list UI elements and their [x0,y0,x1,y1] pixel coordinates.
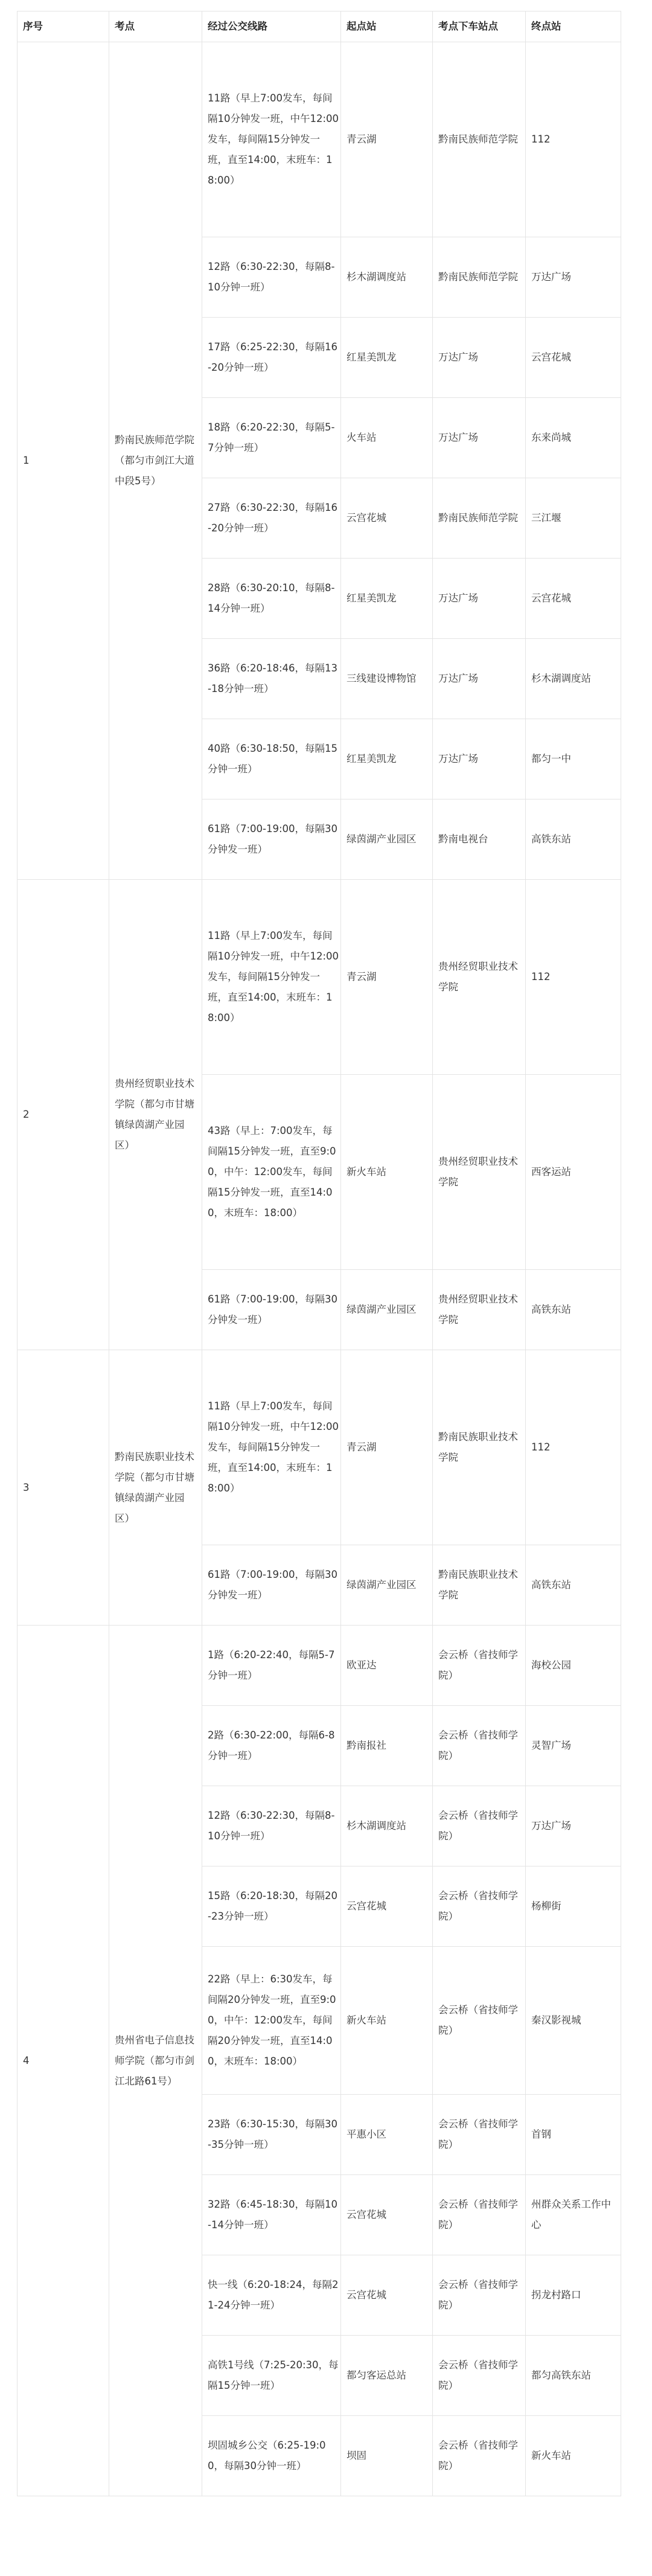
origin-stop-cell: 云宫花城 [341,2175,433,2255]
origin-stop-cell: 青云湖 [341,42,433,237]
group-index-cell: 2 [18,880,109,1350]
group-index-cell: 3 [18,1350,109,1626]
terminal-stop-cell: 高铁东站 [526,1270,621,1350]
alight-stop-cell: 会云桥（省技师学院） [433,2416,526,2496]
header-origin: 起点站 [341,11,433,42]
origin-stop-cell: 新火车站 [341,1947,433,2095]
terminal-stop-cell: 都匀一中 [526,719,621,799]
alight-stop-cell: 万达广场 [433,559,526,639]
terminal-stop-cell: 万达广场 [526,1786,621,1866]
route-cell: 11路（早上7:00发车，每间隔10分钟发一班，中午12:00发车，每间隔15分钟发一班，直至14:00，末班车：18:00） [202,1350,341,1545]
route-cell: 43路（早上：7:00发车，每间隔15分钟发一班，直至9:00，中午：12:00发车，每间隔15分钟发一班，直至14:00，末班车：18:00） [202,1075,341,1270]
route-cell: 2路（6:30-22:00，每隔6-8分钟一班） [202,1706,341,1786]
origin-stop-cell: 杉木湖调度站 [341,237,433,318]
alight-stop-cell: 万达广场 [433,398,526,478]
route-cell: 40路（6:30-18:50，每隔15分钟一班） [202,719,341,799]
terminal-stop-cell: 云宫花城 [526,559,621,639]
route-cell: 61路（7:00-19:00，每隔30分钟发一班） [202,1270,341,1350]
terminal-stop-cell: 高铁东站 [526,1545,621,1626]
route-cell: 61路（7:00-19:00，每隔30分钟发一班） [202,799,341,880]
terminal-stop-cell: 新火车站 [526,2416,621,2496]
terminal-stop-cell: 杉木湖调度站 [526,639,621,719]
bus-route-table [17,11,621,2496]
alight-stop-cell: 会云桥（省技师学院） [433,2336,526,2416]
route-cell: 23路（6:30-15:30，每隔30-35分钟一班） [202,2095,341,2175]
origin-stop-cell: 都匀客运总站 [341,2336,433,2416]
group-index-cell: 1 [18,42,109,880]
route-cell: 17路（6:25-22:30，每隔16-20分钟一班） [202,318,341,398]
route-cell: 快一线（6:20-18:24，每隔21-24分钟一班） [202,2255,341,2336]
header-index: 序号 [18,11,109,42]
exam-site-cell: 贵州经贸职业技术学院（都匀市甘塘镇绿茵湖产业园区） [109,880,202,1350]
header-routes: 经过公交线路 [202,11,341,42]
group-index-cell: 4 [18,1626,109,2496]
alight-stop-cell: 黔南民族职业技术学院 [433,1350,526,1545]
route-cell: 坝固城乡公交（6:25-19:00，每隔30分钟一班） [202,2416,341,2496]
route-cell: 61路（7:00-19:00，每隔30分钟发一班） [202,1545,341,1626]
alight-stop-cell: 会云桥（省技师学院） [433,2095,526,2175]
terminal-stop-cell: 灵智广场 [526,1706,621,1786]
alight-stop-cell: 会云桥（省技师学院） [433,2175,526,2255]
alight-stop-cell: 贵州经贸职业技术学院 [433,1270,526,1350]
table-body [18,42,621,2496]
terminal-stop-cell: 东来尚城 [526,398,621,478]
alight-stop-cell: 会云桥（省技师学院） [433,1706,526,1786]
route-cell: 18路（6:20-22:30，每隔5-7分钟一班） [202,398,341,478]
route-cell: 1路（6:20-22:40，每隔5-7分钟一班） [202,1626,341,1706]
alight-stop-cell: 黔南民族师范学院 [433,478,526,559]
terminal-stop-cell: 秦汉影视城 [526,1947,621,2095]
origin-stop-cell: 黔南报社 [341,1706,433,1786]
route-cell: 11路（早上7:00发车，每间隔10分钟发一班，中午12:00发车，每间隔15分钟发一班，直至14:00，末班车：18:00） [202,880,341,1075]
table-header-row [18,11,621,42]
table-row [18,42,621,237]
exam-site-cell: 黔南民族职业技术学院（都匀市甘塘镇绿茵湖产业园区） [109,1350,202,1626]
origin-stop-cell: 云宫花城 [341,1866,433,1947]
terminal-stop-cell: 高铁东站 [526,799,621,880]
alight-stop-cell: 贵州经贸职业技术学院 [433,880,526,1075]
route-cell: 27路（6:30-22:30，每隔16-20分钟一班） [202,478,341,559]
alight-stop-cell: 黔南民族师范学院 [433,42,526,237]
terminal-stop-cell: 112 [526,1350,621,1545]
route-cell: 28路（6:30-20:10，每隔8-14分钟一班） [202,559,341,639]
exam-site-cell: 黔南民族师范学院（都匀市剑江大道中段5号） [109,42,202,880]
origin-stop-cell: 绿茵湖产业园区 [341,799,433,880]
route-cell: 11路（早上7:00发车，每间隔10分钟发一班，中午12:00发车，每间隔15分钟发一班，直至14:00，末班车：18:00） [202,42,341,237]
alight-stop-cell: 会云桥（省技师学院） [433,2255,526,2336]
origin-stop-cell: 红星美凯龙 [341,719,433,799]
table-row [18,1350,621,1545]
header-terminal: 终点站 [526,11,621,42]
route-cell: 32路（6:45-18:30，每隔10-14分钟一班） [202,2175,341,2255]
origin-stop-cell: 三线建设博物馆 [341,639,433,719]
alight-stop-cell: 会云桥（省技师学院） [433,1866,526,1947]
terminal-stop-cell: 万达广场 [526,237,621,318]
terminal-stop-cell: 州群众关系工作中心 [526,2175,621,2255]
route-cell: 15路（6:20-18:30，每隔20-23分钟一班） [202,1866,341,1947]
route-cell: 12路（6:30-22:30，每隔8-10分钟一班） [202,237,341,318]
alight-stop-cell: 贵州经贸职业技术学院 [433,1075,526,1270]
route-cell: 22路（早上：6:30发车，每间隔20分钟发一班，直至9:00，中午：12:00发车，每间隔20分钟发一班，直至14:00，末班车：18:00） [202,1947,341,2095]
origin-stop-cell: 平惠小区 [341,2095,433,2175]
alight-stop-cell: 万达广场 [433,719,526,799]
terminal-stop-cell: 海校公园 [526,1626,621,1706]
origin-stop-cell: 青云湖 [341,880,433,1075]
origin-stop-cell: 云宫花城 [341,478,433,559]
alight-stop-cell: 黔南电视台 [433,799,526,880]
alight-stop-cell: 黔南民族师范学院 [433,237,526,318]
table-row [18,1626,621,1706]
origin-stop-cell: 杉木湖调度站 [341,1786,433,1866]
alight-stop-cell: 会云桥（省技师学院） [433,1786,526,1866]
alight-stop-cell: 会云桥（省技师学院） [433,1947,526,2095]
terminal-stop-cell: 拐龙村路口 [526,2255,621,2336]
table-row [18,880,621,1075]
alight-stop-cell: 万达广场 [433,639,526,719]
alight-stop-cell: 万达广场 [433,318,526,398]
exam-site-cell: 贵州省电子信息技师学院（都匀市剑江北路61号） [109,1626,202,2496]
route-cell: 高铁1号线（7:25-20:30，每隔15分钟一班） [202,2336,341,2416]
terminal-stop-cell: 三江堰 [526,478,621,559]
header-site: 考点 [109,11,202,42]
alight-stop-cell: 会云桥（省技师学院） [433,1626,526,1706]
route-cell: 36路（6:20-18:46，每隔13-18分钟一班） [202,639,341,719]
terminal-stop-cell: 云宫花城 [526,318,621,398]
terminal-stop-cell: 112 [526,42,621,237]
alight-stop-cell: 黔南民族职业技术学院 [433,1545,526,1626]
terminal-stop-cell: 首钢 [526,2095,621,2175]
origin-stop-cell: 红星美凯龙 [341,318,433,398]
origin-stop-cell: 欧亚达 [341,1626,433,1706]
origin-stop-cell: 火车站 [341,398,433,478]
origin-stop-cell: 云宫花城 [341,2255,433,2336]
origin-stop-cell: 红星美凯龙 [341,559,433,639]
header-stop: 考点下车站点 [433,11,526,42]
terminal-stop-cell: 西客运站 [526,1075,621,1270]
origin-stop-cell: 新火车站 [341,1075,433,1270]
terminal-stop-cell: 杨柳街 [526,1866,621,1947]
route-cell: 12路（6:30-22:30，每隔8-10分钟一班） [202,1786,341,1866]
terminal-stop-cell: 112 [526,880,621,1075]
origin-stop-cell: 坝固 [341,2416,433,2496]
origin-stop-cell: 青云湖 [341,1350,433,1545]
terminal-stop-cell: 都匀高铁东站 [526,2336,621,2416]
origin-stop-cell: 绿茵湖产业园区 [341,1270,433,1350]
origin-stop-cell: 绿茵湖产业园区 [341,1545,433,1626]
